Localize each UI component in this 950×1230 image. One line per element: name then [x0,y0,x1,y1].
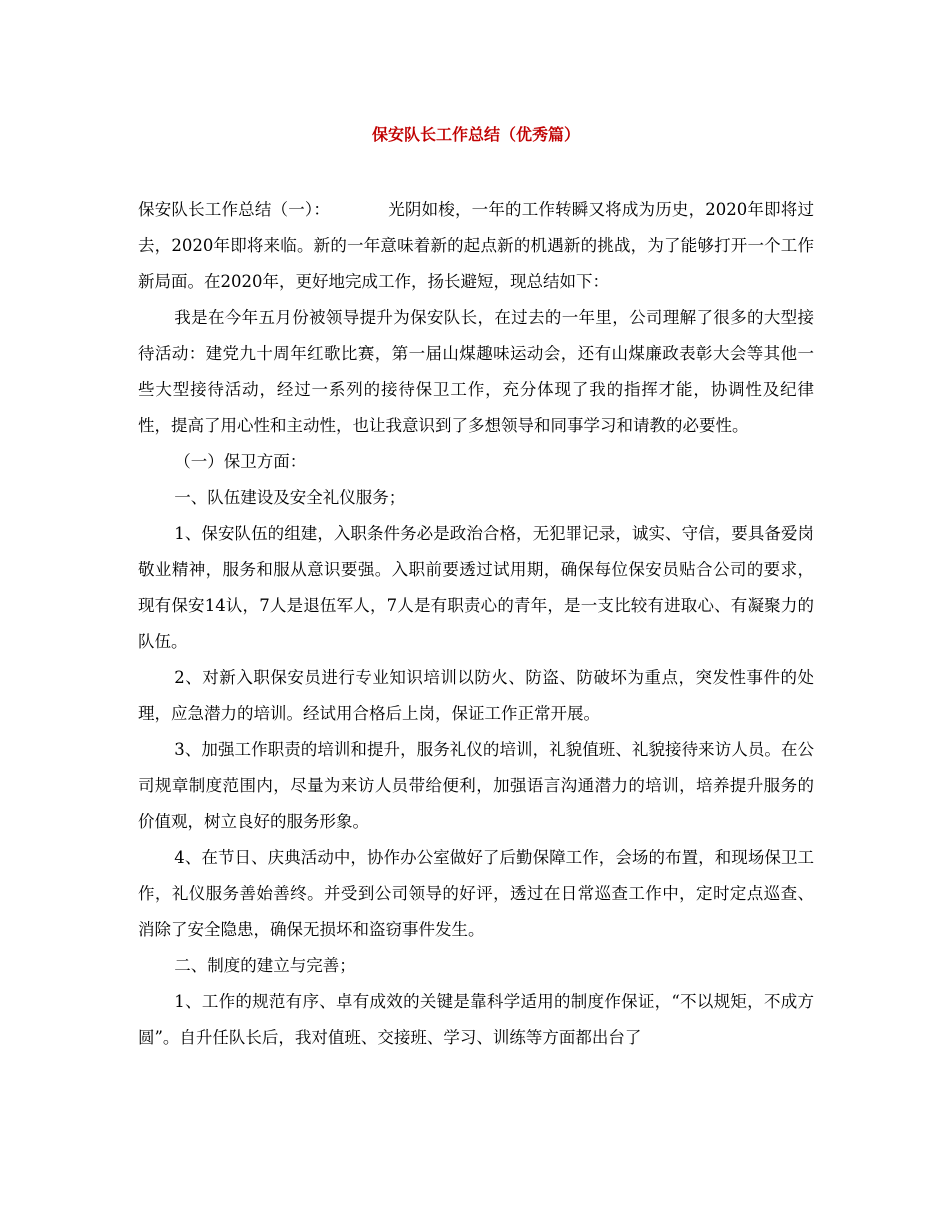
intro-paragraph [138,192,814,300]
intro-label: 保安队长工作总结（一）： [138,200,330,219]
paragraph-item-1: 1、保安队伍的组建，入职条件务必是政治合格，无犯罪记录，诚实、守信，要具备爱岗敬业精神，服务和服从意识要强。入职前要透过试用期，确保每位保安员贴合公司的要求，现有保安14认，7人是退伍军人，7人是有职责心的青年，是一支比较有进取心、有凝聚力的队伍。 [138,524,814,651]
paragraph-1: 我是在今年五月份被领导提升为保安队长，在过去的一年里，公司理解了很多的大型接待活动：建党九十周年红歌比赛，第一届山煤趣味运动会，还有山煤廉政表彰大会等其他一些大型接待活动，经过一系列的接待保卫工作，充分体现了我的指挥才能，协调性及纪律性，提高了用心性和主动性，也让我意识到了多想领导和同事学习和请教的必要性。 [138,308,814,435]
subheading-team-building: 一、队伍建设及安全礼仪服务； [174,488,406,507]
paragraph-rules-1: 1、工作的规范有序、卓有成效的关键是靠科学适用的制度作保证，“不以规矩，不成方圆”。自升任队长后，我对值班、交接班、学习、训练等方面都出台了 [138,992,814,1047]
paragraph-item-3: 3、加强工作职责的培训和提升，服务礼仪的培训，礼貌值班、礼貌接待来访人员。在公司规章制度范围内，尽量为来访人员带给便利，加强语言沟通潜力的培训，培养提升服务的价值观，树立良好的服务形象。 [138,740,814,831]
subheading-rules: 二、制度的建立与完善； [174,956,356,975]
document-title: 保安队长工作总结（优秀篇） [371,125,580,144]
intro-text: 光阴如梭，一年的工作转瞬又将成为历史，2020年即将过去，2020年即将来临。新的一年意味着新的起点新的机遇新的挑战，为了能够打开一个工作新局面。在2020年，更好地完成工作，扬长避短，现总结如下： [138,200,814,291]
paragraph-item-4: 4、在节日、庆典活动中，协作办公室做好了后勤保障工作，会场的布置，和现场保卫工作，礼仪服务善始善终。并受到公司领导的好评，透过在日常巡查工作中，定时定点巡查、消除了安全隐患，确保无损坏和盗窃事件发生。 [138,848,814,939]
document-body [138,192,814,1056]
paragraph-item-2: 2、对新入职保安员进行专业知识培训以防火、防盗、防破坏为重点，突发性事件的处理，应急潜力的培训。经试用合格后上岗，保证工作正常开展。 [138,668,814,723]
section-heading-security: （一）保卫方面： [174,452,307,471]
